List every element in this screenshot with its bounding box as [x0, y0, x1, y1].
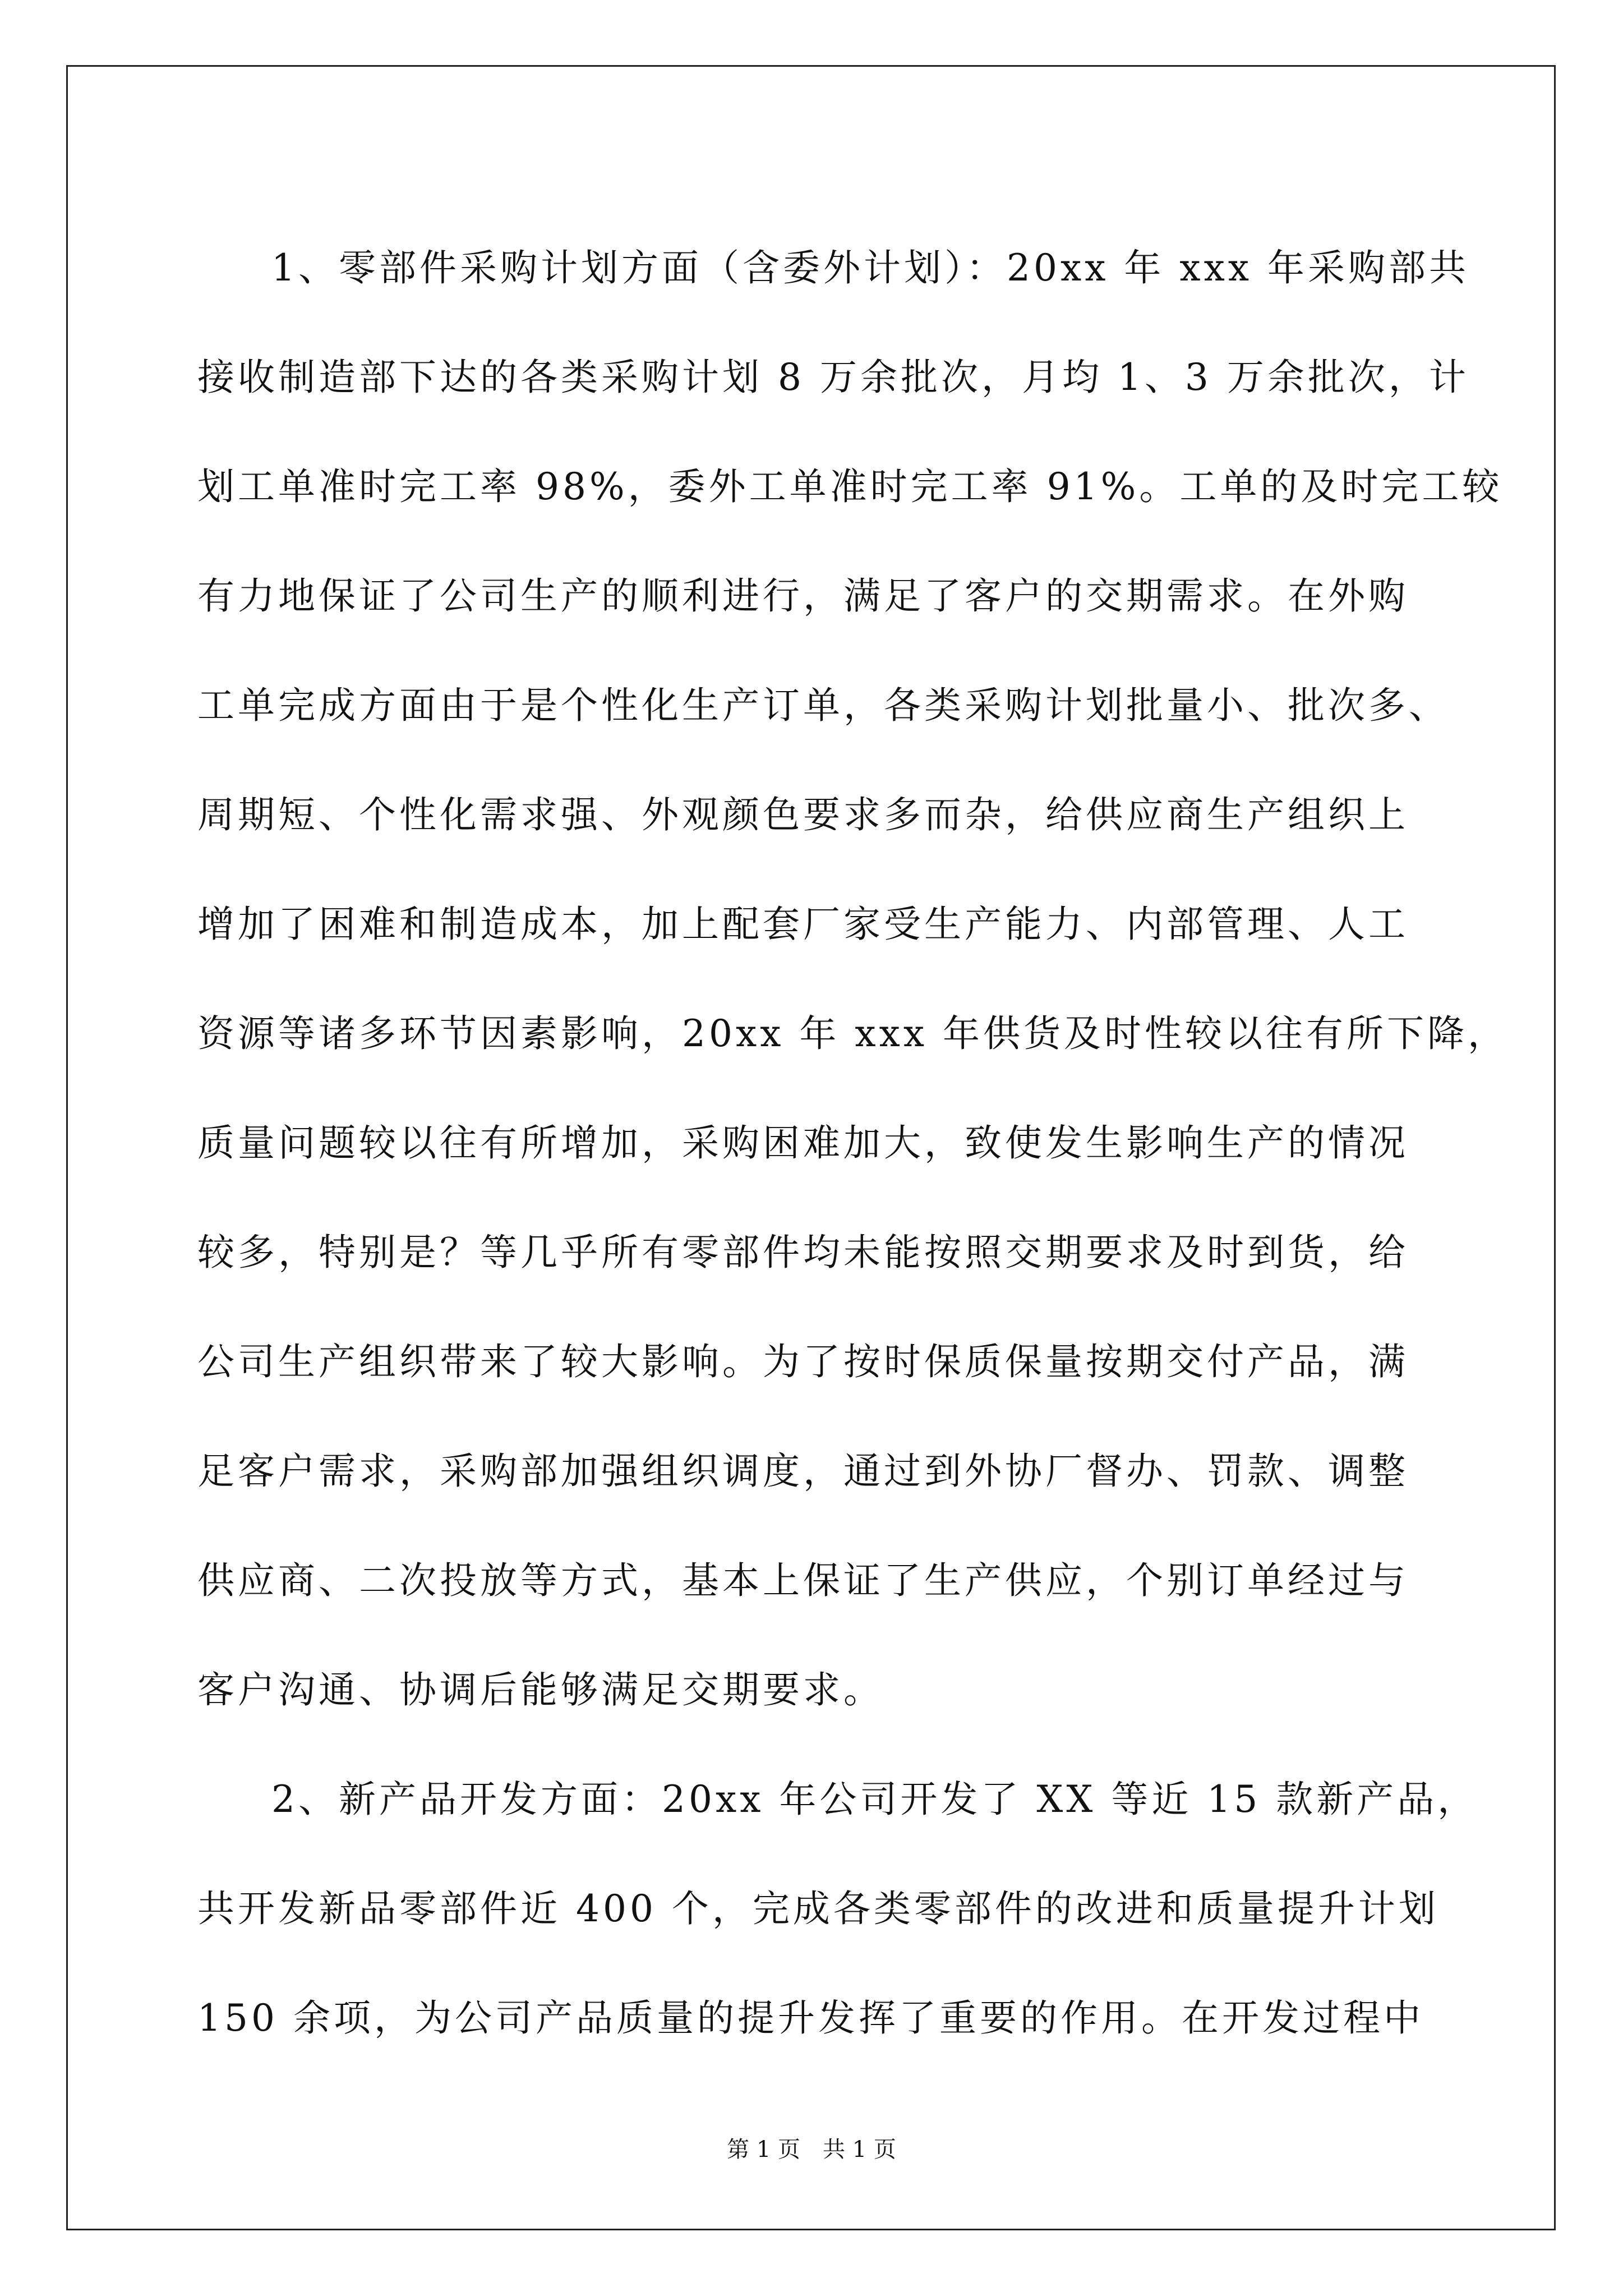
text-line: 共开发新品零部件近 400 个，完成各类零部件的改进和质量提升计划 — [197, 1887, 1439, 1930]
text-line: 工单完成方面由于是个性化生产订单，各类采购计划批量小、批次多、 — [197, 684, 1449, 727]
text-line: 150 余项，为公司产品质量的提升发挥了重要的作用。在开发过程中 — [197, 1996, 1424, 2040]
text-line: 增加了困难和制造成本，加上配套厂家受生产能力、内部管理、人工 — [197, 903, 1409, 946]
text-line: 周期短、个性化需求强、外观颜色要求多而杂，给供应商生产组织上 — [197, 793, 1409, 836]
paragraph-1 — [197, 213, 1509, 1745]
document-body — [197, 213, 1509, 2073]
text-line: 有力地保证了公司生产的顺利进行，满足了客户的交期需求。在外购 — [197, 574, 1409, 618]
text-line: 划工单准时完工率 98%，委外工单准时完工率 91%。工单的及时完工较 — [197, 465, 1503, 508]
page-footer — [0, 2133, 1623, 2166]
text-line: 足客户需求，采购部加强组织调度，通过到外协厂督办、罚款、调整 — [197, 1450, 1409, 1493]
text-line: 1、零部件采购计划方面（含委外计划）：20xx 年 xxx 年采购部共 — [271, 246, 1470, 289]
page-number: 第 1 页 — [727, 2137, 800, 2162]
text-line: 2、新产品开发方面：20xx 年公司开发了 XX 等近 15 款新产品， — [271, 1778, 1478, 1821]
text-line: 较多，特别是？等几乎所有零部件均未能按照交期要求及时到货，给 — [197, 1231, 1409, 1274]
text-line: 供应商、二次投放等方式，基本上保证了生产供应，个别订单经过与 — [197, 1559, 1409, 1602]
text-line: 客户沟通、协调后能够满足交期要求。 — [197, 1668, 884, 1711]
text-line: 公司生产组织带来了较大影响。为了按时保质保量按期交付产品，满 — [197, 1340, 1409, 1383]
text-line: 质量问题较以往有所增加，采购困难加大，致使发生影响生产的情况 — [197, 1121, 1409, 1165]
text-line: 接收制造部下达的各类采购计划 8 万余批次，月均 1、3 万余批次，计 — [197, 356, 1469, 399]
text-line: 资源等诸多环节因素影响，20xx 年 xxx 年供货及时性较以往有所下降， — [197, 1012, 1509, 1055]
paragraph-2 — [197, 1745, 1478, 2073]
page-total: 共 1 页 — [823, 2137, 896, 2162]
